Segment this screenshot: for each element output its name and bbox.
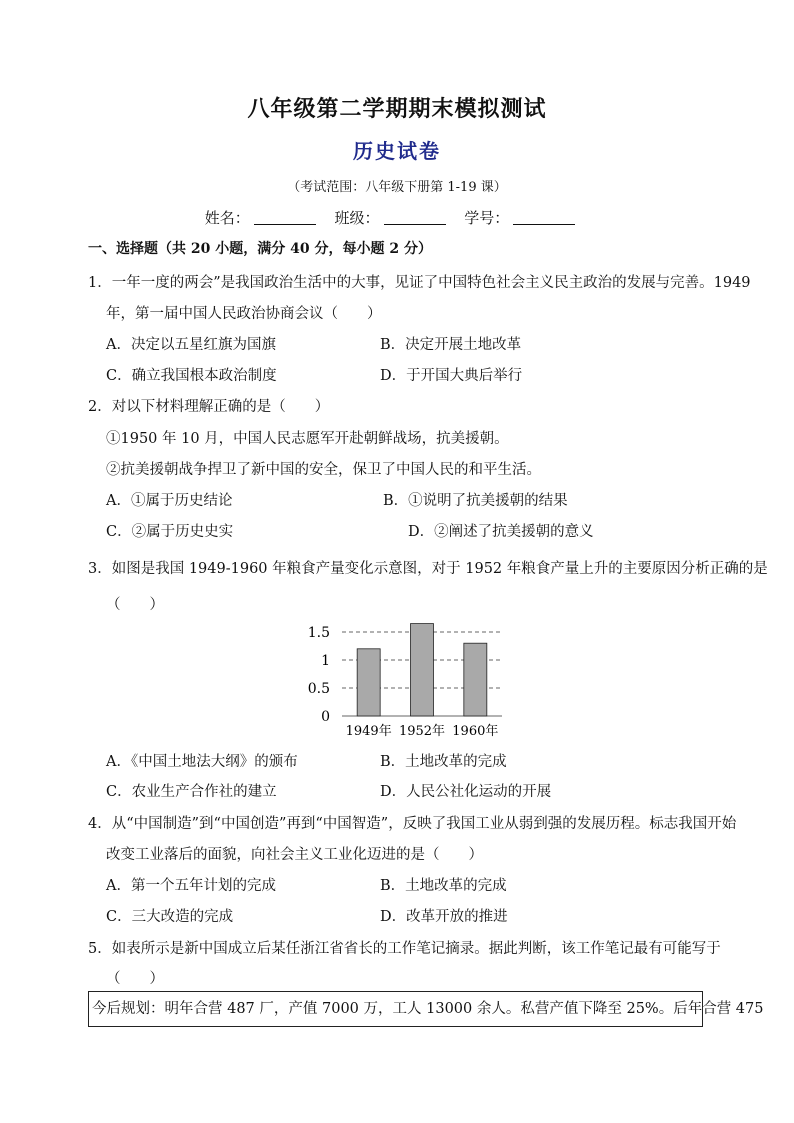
q3-option-a: A．《中国土地法大纲》的颁布	[106, 754, 298, 770]
q3-stem-line1: 3．如图是我国 1949-1960 年粮食产量变化示意图，对于 1952 年粮食产量上升的主要原因分析正确的是	[88, 561, 768, 577]
q2-option-d: D．②阐述了抗美援朝的意义	[408, 524, 594, 540]
q2-option-b: B．①说明了抗美援朝的结果	[383, 493, 568, 509]
name-label: 姓名：	[204, 209, 250, 227]
q2-stem: 2．对以下材料理解正确的是（ ）	[88, 399, 330, 415]
student-info-row	[0, 207, 794, 228]
chart-x-labels	[346, 723, 499, 739]
q4-stem-line2: 改变工业落后的面貌，向社会主义工业化迈进的是（ ）	[106, 847, 483, 863]
q4-option-c: C．三大改造的完成	[106, 909, 234, 925]
bar-1952年	[411, 624, 434, 716]
x-tick-label: 1952年	[398, 724, 446, 739]
q3-stem-line2: （ ）	[106, 597, 164, 613]
q1-option-d: D．于开国大典后举行	[380, 368, 523, 384]
id-blank[interactable]	[513, 209, 575, 225]
chart-y-ticks	[308, 625, 330, 725]
class-label: 班级：	[334, 209, 380, 227]
q1-option-a: A．决定以五星红旗为国旗	[106, 337, 276, 353]
q4-stem-line1: 4．从“中国制造”到“中国创造”再到“中国智造”，反映了我国工业从弱到强的发展历程。标志我国开始	[88, 816, 737, 832]
q2-material-1: ①1950 年 10 月，中国人民志愿军开赴朝鲜战场，抗美援朝。	[106, 431, 509, 447]
grain-output-bar-chart	[300, 618, 520, 744]
q1-stem-line2: 年，第一届中国人民政治协商会议（ ）	[106, 306, 382, 322]
section-heading: 一、选择题（共 20 小题，满分 40 分，每小题 2 分）	[88, 241, 432, 257]
bar-1949年	[357, 649, 380, 716]
q1-option-b: B．决定开展土地改革	[380, 337, 522, 353]
q5-stem-line2: （ ）	[106, 971, 164, 987]
q3-option-d: D．人民公社化运动的开展	[380, 784, 552, 800]
q2-option-c: C．②属于历史史实	[106, 524, 234, 540]
class-blank[interactable]	[384, 209, 446, 225]
q3-option-c: C．农业生产合作社的建立	[106, 784, 277, 800]
q2-option-a: A．①属于历史结论	[106, 493, 233, 509]
q1-option-c: C．确立我国根本政治制度	[106, 368, 277, 384]
name-blank[interactable]	[254, 209, 316, 225]
q5-stem-line1: 5．如表所示是新中国成立后某任浙江省省长的工作笔记摘录。据此判断，该工作笔记最有可能写于	[88, 941, 721, 957]
y-tick-label: 0	[321, 709, 330, 725]
q5-notes-box: 今后规划：明年合营 487 厂，产值 7000 万，工人 13000 余人。私营产值下降至 25%。后年合营 475	[88, 991, 703, 1027]
q1-stem-line1: 1．一年一度的两会”是我国政治生活中的大事，见证了中国特色社会主义民主政治的发展与完善。1949	[88, 275, 751, 291]
x-tick-label: 1960年	[452, 724, 499, 739]
bar-1960年	[464, 643, 487, 716]
y-tick-label: 1	[321, 653, 330, 669]
q4-option-b: B．土地改革的完成	[380, 878, 507, 894]
q3-option-b: B．土地改革的完成	[380, 754, 507, 770]
q4-option-a: A．第一个五年计划的完成	[106, 878, 276, 894]
chart-bars	[357, 624, 487, 716]
y-tick-label: 1.5	[307, 625, 330, 641]
id-label: 学号：	[464, 209, 510, 227]
exam-subtitle: 历史试卷	[353, 139, 441, 163]
exam-title: 八年级第二学期期末模拟测试	[247, 96, 547, 122]
q2-material-2: ②抗美援朝战争捍卫了新中国的安全，保卫了中国人民的和平生活。	[106, 462, 541, 478]
q4-option-d: D．改革开放的推进	[380, 909, 508, 925]
exam-scope: （考试范围：八年级下册第 1-19 课）	[287, 180, 507, 195]
y-tick-label: 0.5	[307, 681, 330, 697]
x-tick-label: 1949年	[345, 724, 392, 739]
